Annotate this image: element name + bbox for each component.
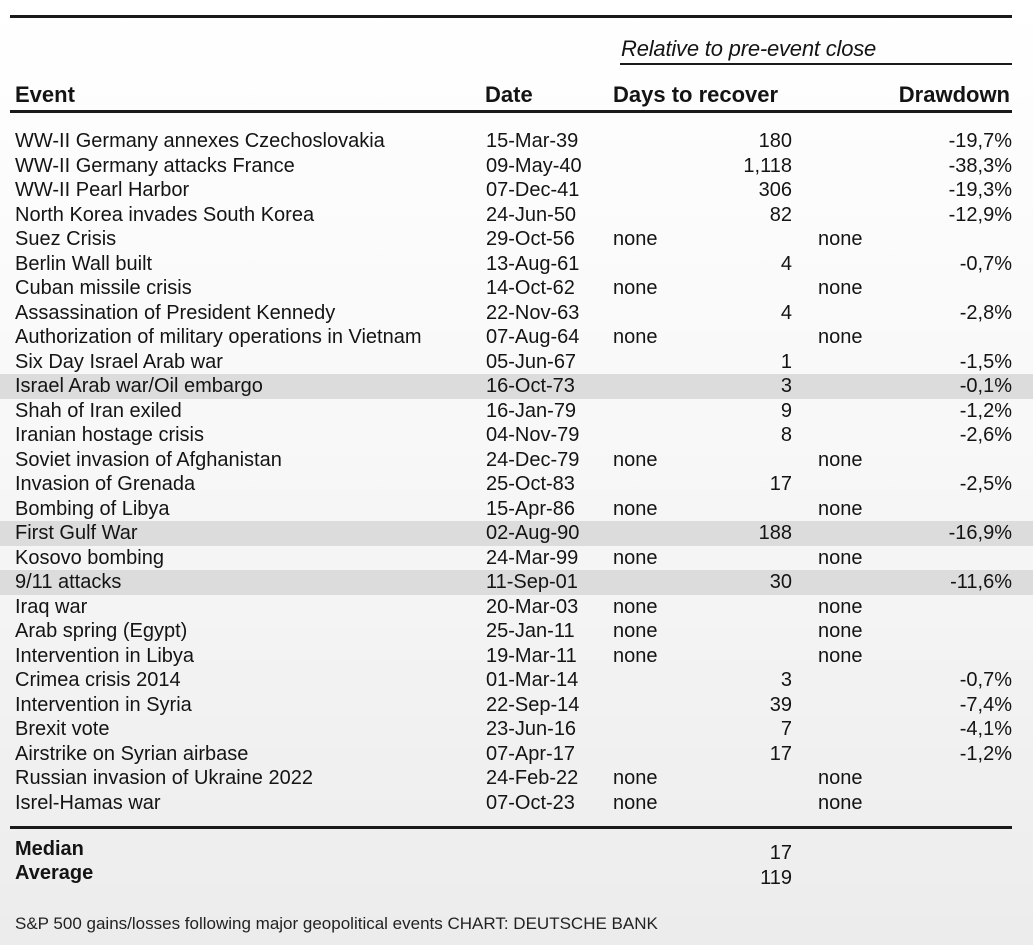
cell-days-to-recover: 39 xyxy=(769,693,792,716)
header-rule xyxy=(10,110,1012,113)
cell-days-none: none xyxy=(613,791,658,814)
table-row xyxy=(0,227,1033,252)
chart-caption: S&P 500 gains/losses following major geopolitical events CHART: DEUTSCHE BANK xyxy=(15,914,658,933)
cell-event: First Gulf War xyxy=(15,522,138,544)
cell-date: 14-Oct-62 xyxy=(486,277,575,299)
cell-days-to-recover: 9 xyxy=(780,399,792,422)
cell-date: 24-Jun-50 xyxy=(486,203,577,226)
subheader-relative: Relative to pre-event close xyxy=(621,36,877,61)
table-row xyxy=(0,497,1033,522)
cell-event: Israel Arab war/Oil embargo xyxy=(15,375,263,397)
table-row xyxy=(0,325,1033,350)
header-event: Event xyxy=(15,82,75,107)
cell-event: Kosovo bombing xyxy=(15,546,164,569)
table-row xyxy=(0,717,1033,742)
cell-date: 15-Mar-39 xyxy=(486,130,579,152)
cell-drawdown: -0,7% xyxy=(959,669,1012,691)
cell-event: Six Day Israel Arab war xyxy=(15,350,223,373)
cell-days-none: none xyxy=(613,644,658,667)
cell-drawdown: -7,4% xyxy=(959,693,1012,716)
subheader-rule xyxy=(620,63,1012,65)
cell-date: 20-Mar-03 xyxy=(486,595,579,618)
cell-days-to-recover: 1 xyxy=(780,350,792,373)
cell-event: Assassination of President Kennedy xyxy=(15,301,336,324)
cell-days-to-recover: 4 xyxy=(780,252,792,275)
cell-date: 11-Sep-01 xyxy=(486,571,578,593)
cell-days-to-recover: 3 xyxy=(780,669,792,691)
cell-drawdown-none: none xyxy=(818,277,863,299)
cell-event: Arab spring (Egypt) xyxy=(15,620,188,642)
cell-drawdown: -19,3% xyxy=(948,179,1012,201)
cell-days-to-recover: 188 xyxy=(758,522,792,544)
table-row xyxy=(0,766,1033,791)
cell-drawdown: -19,7% xyxy=(948,130,1012,152)
cell-days-to-recover: 7 xyxy=(780,718,792,740)
cell-drawdown: -2,8% xyxy=(959,301,1012,324)
cell-drawdown-none: none xyxy=(818,767,863,789)
cell-date: 05-Jun-67 xyxy=(486,350,577,373)
cell-event: Iranian hostage crisis xyxy=(15,424,204,446)
table-row xyxy=(0,521,1033,546)
table-row xyxy=(0,595,1033,620)
cell-drawdown: -0,1% xyxy=(959,375,1012,397)
cell-days-none: none xyxy=(613,767,658,789)
cell-date: 24-Feb-22 xyxy=(486,767,579,789)
cell-days-to-recover: 180 xyxy=(758,130,792,152)
average-value: 119 xyxy=(760,867,792,889)
cell-event: 9/11 attacks xyxy=(15,571,122,593)
cell-date: 09-May-40 xyxy=(486,154,582,177)
cell-event: Isrel-Hamas war xyxy=(15,791,161,814)
cell-date: 23-Jun-16 xyxy=(486,718,577,740)
median-value: 17 xyxy=(769,842,792,864)
table-row xyxy=(0,791,1033,816)
table-body xyxy=(0,129,1033,815)
cell-date: 29-Oct-56 xyxy=(486,228,575,250)
cell-drawdown-none: none xyxy=(818,228,863,250)
top-rule xyxy=(10,15,1012,18)
cell-event: Crimea crisis 2014 xyxy=(15,669,181,691)
cell-drawdown-none: none xyxy=(818,448,863,471)
cell-event: Airstrike on Syrian airbase xyxy=(15,742,249,765)
cell-event: Berlin Wall built xyxy=(15,252,153,275)
cell-date: 15-Apr-86 xyxy=(486,497,575,520)
cell-days-none: none xyxy=(613,326,658,348)
cell-date: 24-Dec-79 xyxy=(486,448,580,471)
table-row xyxy=(0,619,1033,644)
cell-event: Suez Crisis xyxy=(15,228,117,250)
header-days-to-recover: Days to recover xyxy=(613,82,779,107)
table-row xyxy=(0,570,1033,595)
cell-date: 16-Jan-79 xyxy=(486,399,577,422)
cell-date: 22-Sep-14 xyxy=(486,693,580,716)
cell-drawdown-none: none xyxy=(818,497,863,520)
bottom-rule xyxy=(10,826,1012,829)
cell-days-to-recover: 82 xyxy=(769,203,792,226)
cell-days-to-recover: 8 xyxy=(780,424,792,446)
cell-date: 16-Oct-73 xyxy=(486,375,575,397)
cell-drawdown: -2,6% xyxy=(959,424,1012,446)
cell-drawdown: -11,6% xyxy=(950,571,1012,593)
table-row xyxy=(0,350,1033,375)
cell-days-none: none xyxy=(613,595,658,618)
table-row xyxy=(0,276,1033,301)
cell-days-none: none xyxy=(613,277,658,299)
cell-days-none: none xyxy=(613,546,658,569)
table-row xyxy=(0,423,1033,448)
cell-date: 25-Oct-83 xyxy=(486,473,575,495)
cell-drawdown: -4,1% xyxy=(959,718,1012,740)
cell-event: Shah of Iran exiled xyxy=(15,399,182,422)
table-row xyxy=(0,178,1033,203)
cell-event: Brexit vote xyxy=(15,718,110,740)
cell-days-none: none xyxy=(613,228,658,250)
cell-date: 07-Apr-17 xyxy=(486,742,575,765)
table-row xyxy=(0,448,1033,473)
cell-date: 25-Jan-11 xyxy=(486,620,575,642)
cell-event: WW-II Germany attacks France xyxy=(15,154,295,177)
cell-days-none: none xyxy=(613,620,658,642)
cell-event: Authorization of military operations in Vietnam xyxy=(15,326,422,348)
cell-event: Soviet invasion of Afghanistan xyxy=(15,448,282,471)
cell-days-to-recover: 306 xyxy=(758,179,792,201)
table-row xyxy=(0,301,1033,326)
cell-event: Intervention in Syria xyxy=(15,693,192,716)
cell-drawdown: -1,2% xyxy=(959,742,1012,765)
cell-event: Iraq war xyxy=(15,595,88,618)
table-row xyxy=(0,252,1033,277)
table-row xyxy=(0,693,1033,718)
cell-event: Invasion of Grenada xyxy=(15,473,196,495)
table-row xyxy=(0,546,1033,571)
cell-date: 07-Aug-64 xyxy=(486,326,580,348)
cell-drawdown-none: none xyxy=(818,620,863,642)
cell-days-to-recover: 3 xyxy=(780,375,792,397)
header-date: Date xyxy=(485,82,533,107)
cell-drawdown-none: none xyxy=(818,546,863,569)
cell-event: Cuban missile crisis xyxy=(15,277,192,299)
cell-drawdown: -12,9% xyxy=(948,203,1012,226)
cell-days-to-recover: 1,118 xyxy=(743,154,792,177)
cell-days-to-recover: 17 xyxy=(769,742,792,765)
cell-drawdown: -16,9% xyxy=(948,522,1012,544)
cell-date: 19-Mar-11 xyxy=(486,644,577,667)
cell-date: 24-Mar-99 xyxy=(486,546,579,569)
cell-event: Intervention in Libya xyxy=(15,644,195,667)
cell-event: WW-II Germany annexes Czechoslovakia xyxy=(15,130,385,152)
cell-date: 07-Oct-23 xyxy=(486,791,575,814)
cell-drawdown-none: none xyxy=(818,644,863,667)
cell-event: Russian invasion of Ukraine 2022 xyxy=(15,767,313,789)
table-row xyxy=(0,374,1033,399)
table-row xyxy=(0,742,1033,767)
table-row xyxy=(0,129,1033,154)
cell-days-none: none xyxy=(613,497,658,520)
cell-drawdown: -1,5% xyxy=(959,350,1012,373)
cell-drawdown-none: none xyxy=(818,595,863,618)
median-label: Median xyxy=(15,838,84,860)
cell-drawdown-none: none xyxy=(818,791,863,814)
cell-date: 13-Aug-61 xyxy=(486,252,580,275)
cell-event: North Korea invades South Korea xyxy=(15,203,315,226)
average-label: Average xyxy=(15,862,94,884)
table-row xyxy=(0,154,1033,179)
cell-drawdown: -2,5% xyxy=(959,473,1012,495)
cell-drawdown-none: none xyxy=(818,326,863,348)
cell-days-to-recover: 30 xyxy=(769,571,792,593)
cell-days-to-recover: 17 xyxy=(769,473,792,495)
cell-days-none: none xyxy=(613,448,658,471)
table-row xyxy=(0,399,1033,424)
cell-date: 04-Nov-79 xyxy=(486,424,580,446)
cell-event: WW-II Pearl Harbor xyxy=(15,179,190,201)
cell-event: Bombing of Libya xyxy=(15,497,170,520)
cell-drawdown: -38,3% xyxy=(948,154,1012,177)
cell-date: 22-Nov-63 xyxy=(486,301,580,324)
cell-drawdown: -1,2% xyxy=(959,399,1012,422)
cell-date: 07-Dec-41 xyxy=(486,179,580,201)
cell-days-to-recover: 4 xyxy=(780,301,792,324)
header-drawdown: Drawdown xyxy=(898,82,1010,107)
table-row xyxy=(0,203,1033,228)
cell-date: 02-Aug-90 xyxy=(486,522,580,544)
table-row xyxy=(0,472,1033,497)
cell-date: 01-Mar-14 xyxy=(486,669,579,691)
cell-drawdown: -0,7% xyxy=(959,252,1012,275)
table-row xyxy=(0,644,1033,669)
table-row xyxy=(0,668,1033,693)
